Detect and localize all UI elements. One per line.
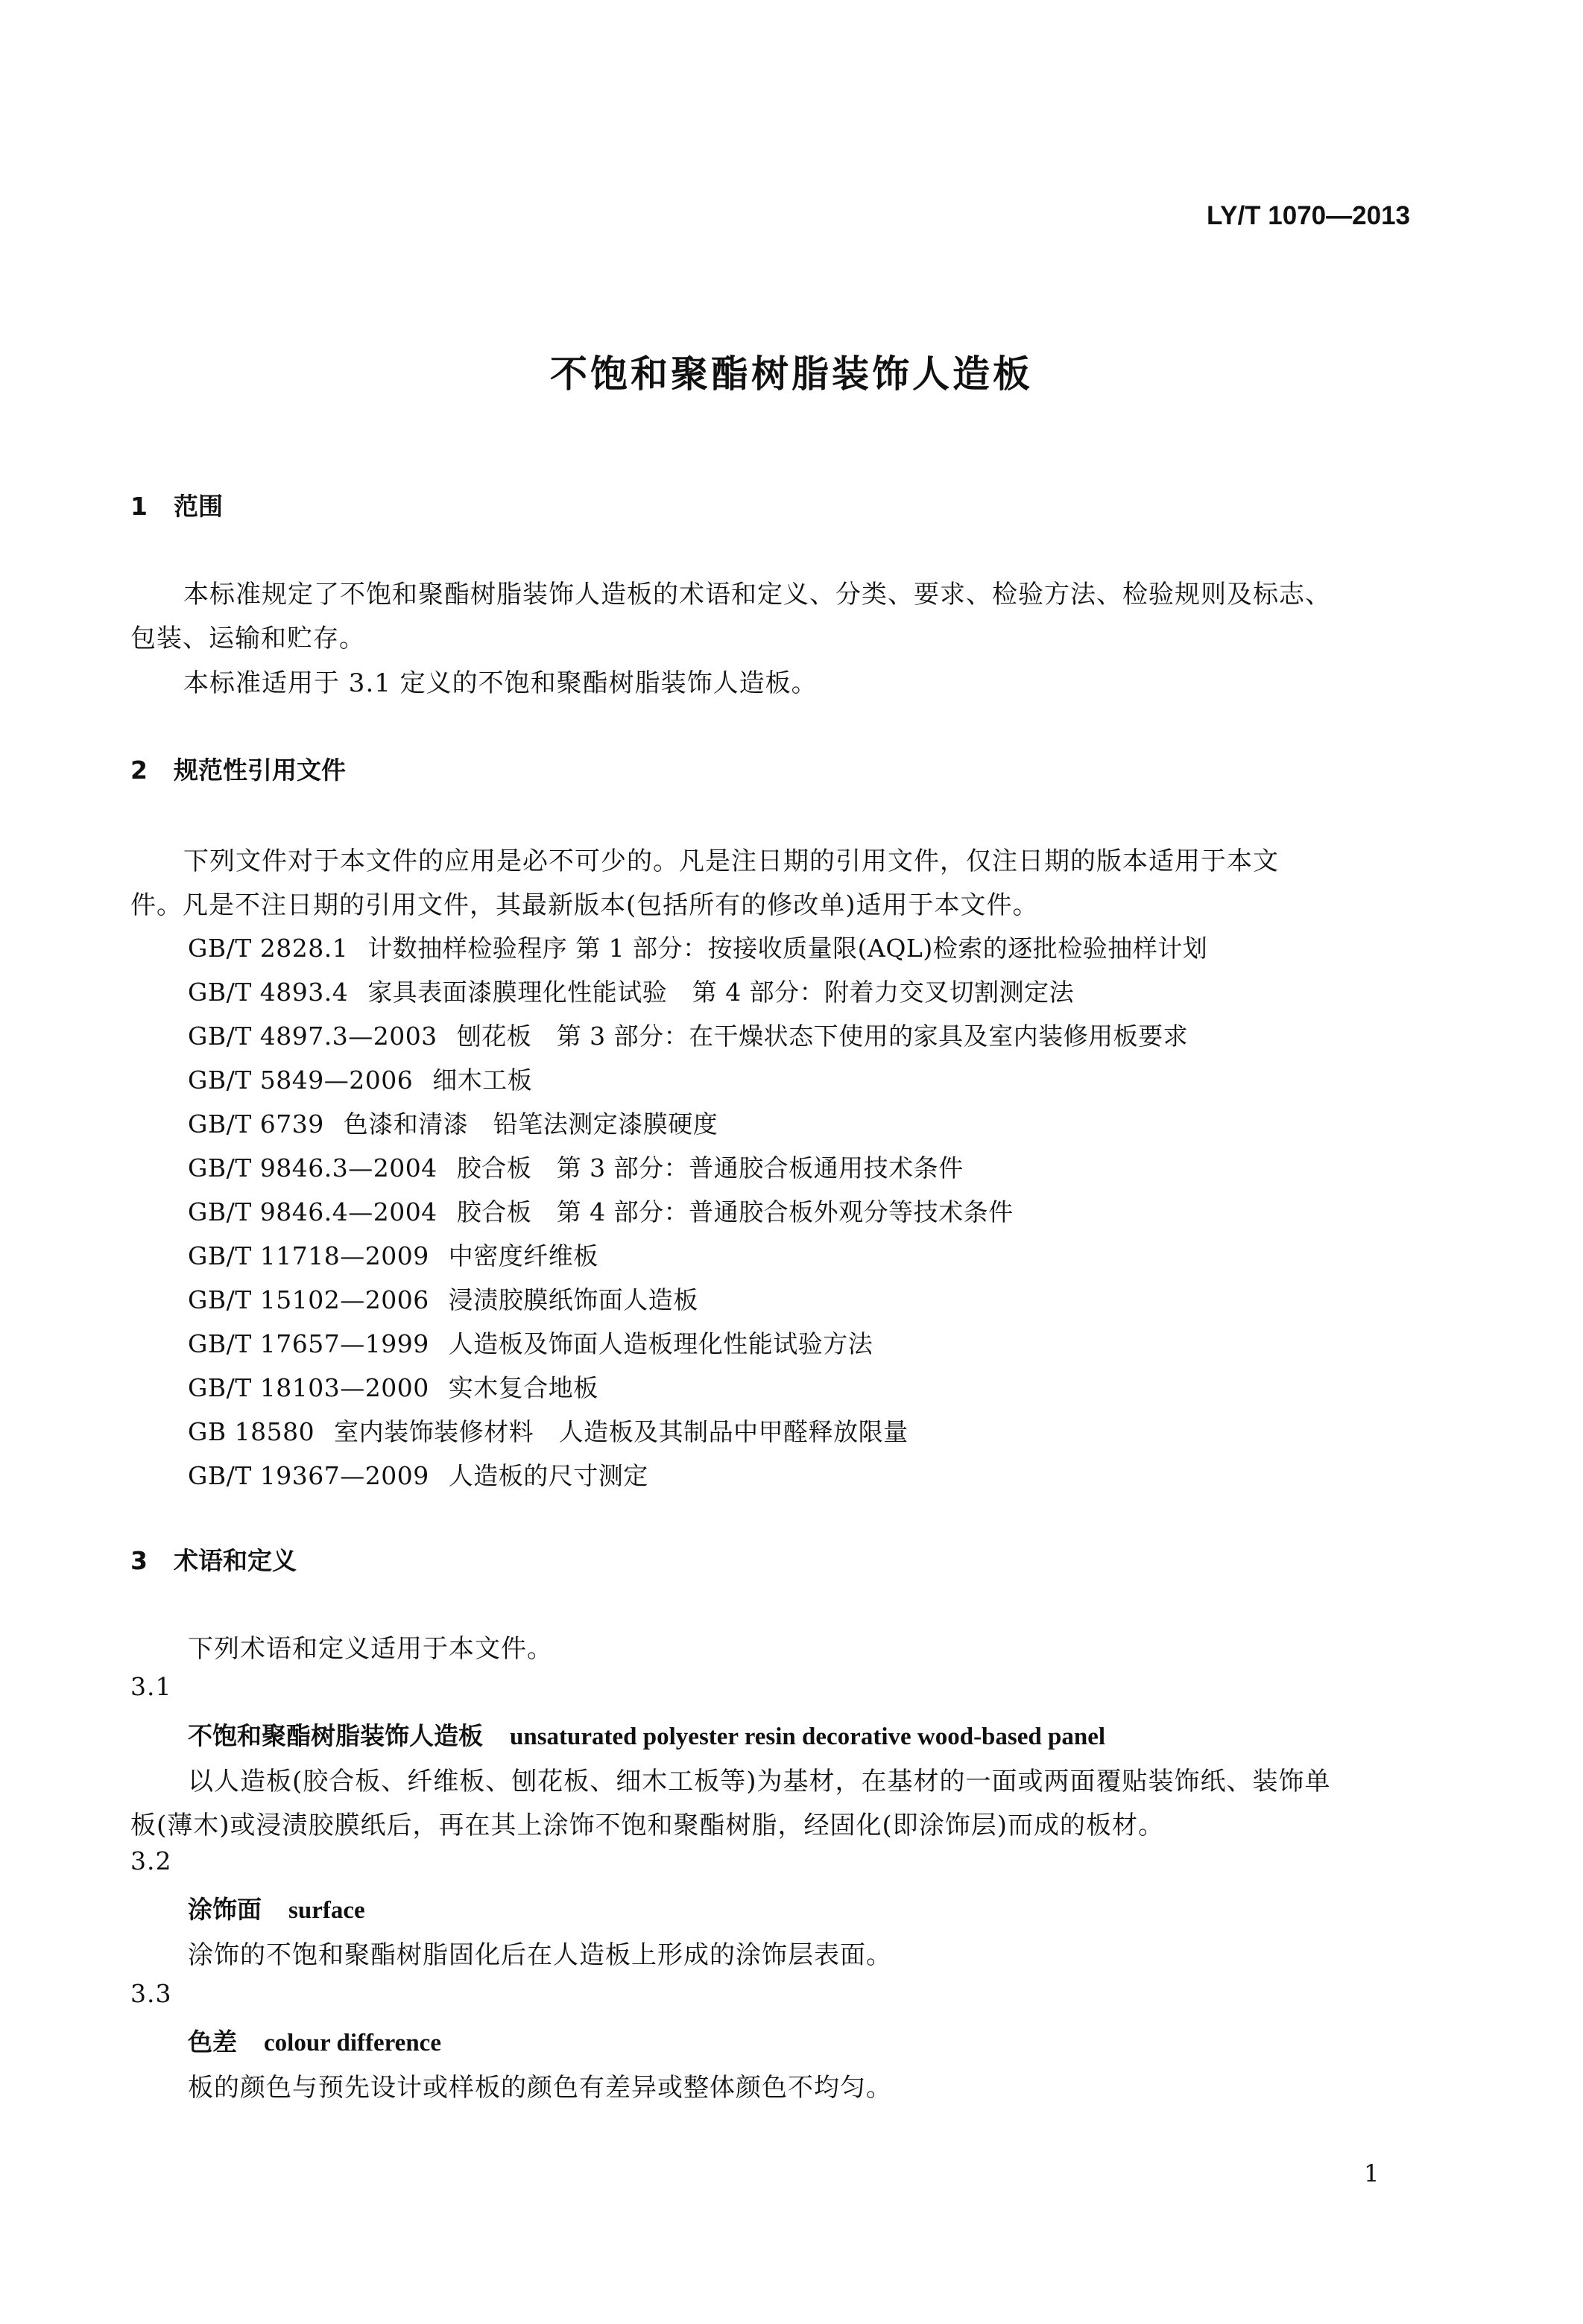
- reference-title: 刨花板 第 3 部分：在干燥状态下使用的家具及室内装修用板要求: [456, 1022, 1189, 1051]
- term-chinese: 色差: [188, 2027, 237, 2057]
- section-title: 术语和定义: [174, 1546, 297, 1575]
- term-definition-line: 板(薄木)或浸渍胶膜纸后，再在其上涂饰不饱和聚酯树脂，经固化(即涂饰层)而成的板材。: [130, 1811, 1165, 1840]
- standard-code: LY/T 1070—2013: [1206, 201, 1410, 230]
- reference-code: GB/T 6739: [188, 1109, 324, 1139]
- section-heading-terms: [130, 1542, 297, 1577]
- reference-code: GB/T 9846.3—2004: [188, 1153, 437, 1182]
- section-number: 3: [130, 1546, 148, 1575]
- term-entry: [188, 1717, 1105, 1752]
- reference-title: 人造板及饰面人造板理化性能试验方法: [448, 1329, 873, 1358]
- scope-paragraph-line: 包装、运输和贮存。: [130, 624, 365, 653]
- term-chinese: 不饱和聚酯树脂装饰人造板: [188, 1721, 483, 1750]
- reference-title: 胶合板 第 4 部分：普通胶合板外观分等技术条件: [456, 1197, 1014, 1226]
- section-title: 范围: [174, 492, 223, 521]
- term-english: surface: [288, 1897, 365, 1924]
- section-heading-normative-references: [130, 751, 346, 786]
- reference-code: GB 18580: [188, 1417, 315, 1446]
- document-title: 不饱和聚酯树脂装饰人造板: [550, 352, 1033, 396]
- terms-intro: 下列术语和定义适用于本文件。: [188, 1634, 553, 1664]
- reference-item: [188, 929, 1207, 964]
- term-definition-line: 涂饰的不饱和聚酯树脂固化后在人造板上形成的涂饰层表面。: [188, 1940, 892, 1970]
- reference-item: [188, 1193, 1014, 1228]
- term-definition-line: 以人造板(胶合板、纤维板、刨花板、细木工板等)为基材，在基材的一面或两面覆贴装饰纸、装饰单: [188, 1767, 1331, 1796]
- reference-code: GB/T 9846.4—2004: [188, 1197, 437, 1226]
- reference-title: 家具表面漆膜理化性能试验 第 4 部分：附着力交叉切割测定法: [367, 978, 1075, 1007]
- reference-item: [188, 1237, 598, 1272]
- reference-title: 计数抽样检验程序 第 1 部分：按接收质量限(AQL)检索的逐批检验抽样计划: [367, 934, 1208, 963]
- reference-title: 室内装饰装修材料 人造板及其制品中甲醛释放限量: [334, 1417, 909, 1446]
- scope-applicability: 本标准适用于 3.1 定义的不饱和聚酯树脂装饰人造板。: [183, 668, 818, 698]
- term-number: 3.1: [130, 1672, 172, 1701]
- term-chinese: 涂饰面: [188, 1895, 262, 1924]
- reference-item: [188, 1369, 598, 1404]
- term-number: 3.2: [130, 1846, 172, 1875]
- reference-item: [188, 1149, 964, 1184]
- reference-title: 胶合板 第 3 部分：普通胶合板通用技术条件: [456, 1153, 964, 1182]
- reference-title: 人造板的尺寸测定: [448, 1461, 648, 1490]
- reference-code: GB/T 5849—2006: [188, 1066, 414, 1095]
- reference-title: 中密度纤维板: [448, 1241, 598, 1270]
- reference-title: 色漆和清漆 铅笔法测定漆膜硬度: [343, 1109, 718, 1139]
- page-number: 1: [1364, 2159, 1380, 2188]
- reference-title: 实木复合地板: [448, 1373, 598, 1402]
- scope-paragraph-line: 本标准规定了不饱和聚酯树脂装饰人造板的术语和定义、分类、要求、检验方法、检验规则及标志、: [183, 580, 1331, 610]
- reference-item: [188, 1105, 718, 1140]
- section-heading-scope: [130, 487, 223, 522]
- reference-title: 细木工板: [432, 1066, 533, 1095]
- reference-code: GB/T 19367—2009: [188, 1461, 429, 1490]
- reference-title: 浸渍胶膜纸饰面人造板: [448, 1285, 698, 1314]
- reference-code: GB/T 2828.1: [188, 934, 349, 963]
- reference-item: [188, 1413, 909, 1448]
- references-intro-line: 件。凡是不注日期的引用文件，其最新版本(包括所有的修改单)适用于本文件。: [130, 890, 1039, 920]
- reference-item: [188, 1061, 532, 1096]
- section-title: 规范性引用文件: [174, 756, 346, 785]
- reference-item: [188, 1281, 698, 1316]
- reference-item: [188, 973, 1074, 1008]
- section-number: 2: [130, 756, 148, 785]
- reference-item: [188, 1017, 1188, 1052]
- reference-code: GB/T 17657—1999: [188, 1329, 429, 1358]
- reference-code: GB/T 15102—2006: [188, 1285, 429, 1314]
- reference-code: GB/T 4897.3—2003: [188, 1022, 437, 1051]
- term-entry: [188, 1890, 365, 1925]
- term-entry: [188, 2023, 441, 2058]
- reference-code: GB/T 18103—2000: [188, 1373, 429, 1402]
- reference-item: [188, 1325, 873, 1360]
- term-definition-line: 板的颜色与预先设计或样板的颜色有差异或整体颜色不均匀。: [188, 2073, 892, 2103]
- reference-item: [188, 1457, 648, 1492]
- term-english: unsaturated polyester resin decorative wood-based panel: [510, 1723, 1106, 1750]
- term-number: 3.3: [130, 1979, 172, 2008]
- term-english: colour difference: [264, 2030, 441, 2057]
- section-number: 1: [130, 492, 148, 521]
- references-intro-line: 下列文件对于本文件的应用是必不可少的。凡是注日期的引用文件，仅注日期的版本适用于本文: [183, 846, 1279, 876]
- reference-code: GB/T 4893.4: [188, 978, 349, 1007]
- reference-code: GB/T 11718—2009: [188, 1241, 429, 1270]
